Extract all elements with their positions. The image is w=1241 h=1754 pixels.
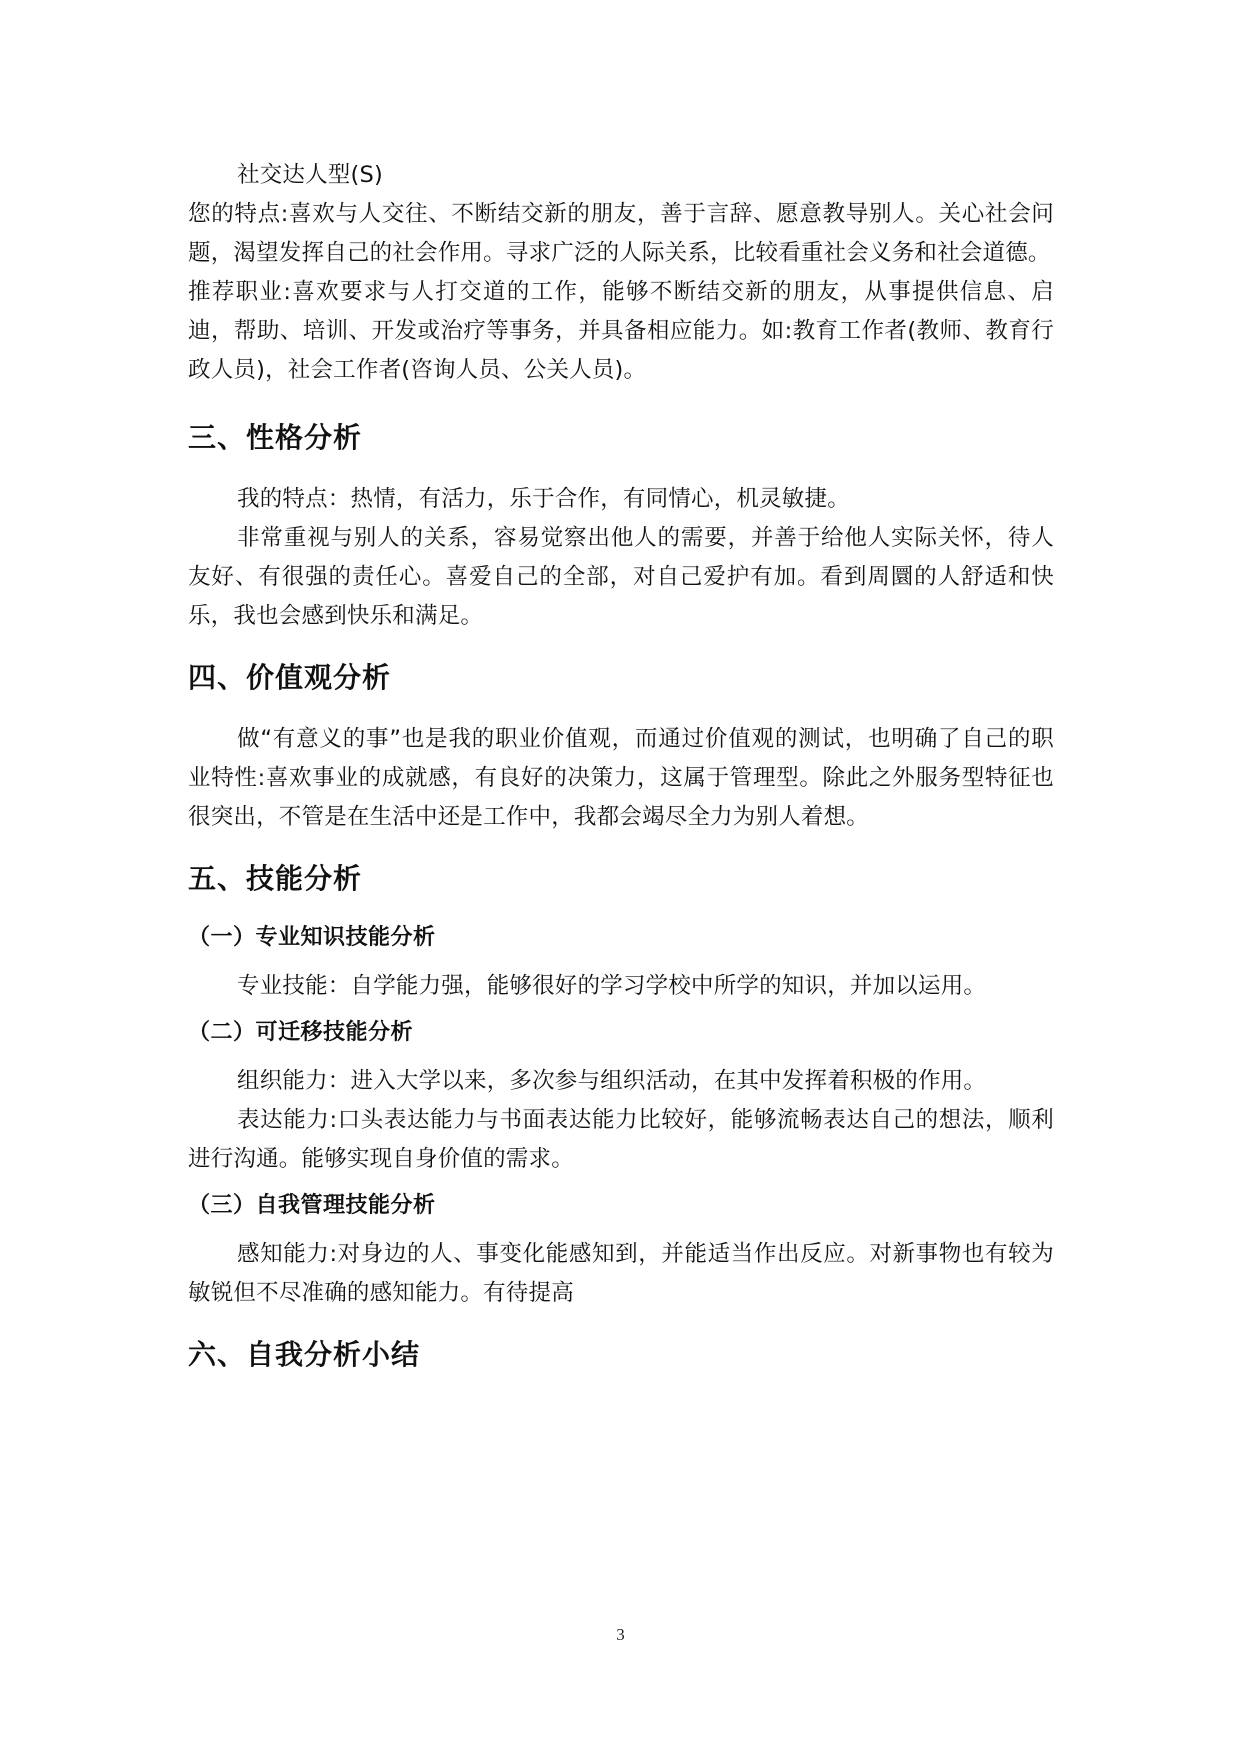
type-traits: 您的特点:喜欢与人交往、不断结交新的朋友，善于言辞、愿意教导别人。关心社会问题，渴望发挥自己的社会作用。寻求广泛的人际关系，比较看重社会义务和社会道德。 [188,201,1054,266]
personality-traits: 我的特点：热情，有活力，乐于合作，有同情心，机灵敏捷。 [237,486,850,512]
subsection-heading-transferable: （二）可迁移技能分析 [188,1020,414,1045]
type-title: 社交达人型(S) [237,162,383,188]
subsection-heading-self-management: （三）自我管理技能分析 [188,1193,436,1218]
subsection-heading-professional: （一）专业知识技能分析 [188,925,436,950]
section-heading-personality: 三、性格分析 [188,421,363,454]
page-number: 3 [616,1625,625,1644]
organization-ability: 组织能力：进入大学以来，多次参与组织活动，在其中发挥着积极的作用。 [237,1068,987,1094]
section-heading-summary: 六、自我分析小结 [188,1338,421,1371]
personality-description: 非常重视与别人的关系，容易觉察出他人的需要，并善于给他人实际关怀，待人友好、有很强的责任心。喜爱自己的全部，对自己爱护有加。看到周圜的人舒适和快乐，我也会感到快乐和满足。 [188,525,1054,629]
section-heading-values: 四、价值观分析 [188,661,392,694]
values-paragraph: 做“有意义的事”也是我的职业价值观，而通过价值观的测试，也明确了自己的职业特性:喜欢事业的成就感，有良好的决策力，这属于管理型。除此之外服务型特征也很突出，不管是在生活中还是工作中，我都会竭尽全力为别人着想。 [188,726,1054,830]
type-careers: 推荐职业:喜欢要求与人打交道的工作，能够不断结交新的朋友，从事提供信息、启迪，帮助、培训、开发或治疗等事务，并具备相应能力。如:教育工作者(教师、教育行政人员)，社会工作者(咨询人员、公关人员)。 [188,279,1054,383]
expression-ability: 表达能力:口头表达能力与书面表达能力比较好，能够流畅表达自己的想法，顺利进行沟通。能够实现自身价值的需求。 [188,1107,1054,1172]
professional-skill: 专业技能：自学能力强，能够很好的学习学校中所学的知识，并加以运用。 [237,973,987,999]
section-heading-skills: 五、技能分析 [188,862,363,895]
perception-ability: 感知能力:对身边的人、事变化能感知到，并能适当作出反应。对新事物也有较为敏锐但不尽准确的感知能力。有待提高 [188,1241,1054,1306]
page-content [188,156,1054,1375]
